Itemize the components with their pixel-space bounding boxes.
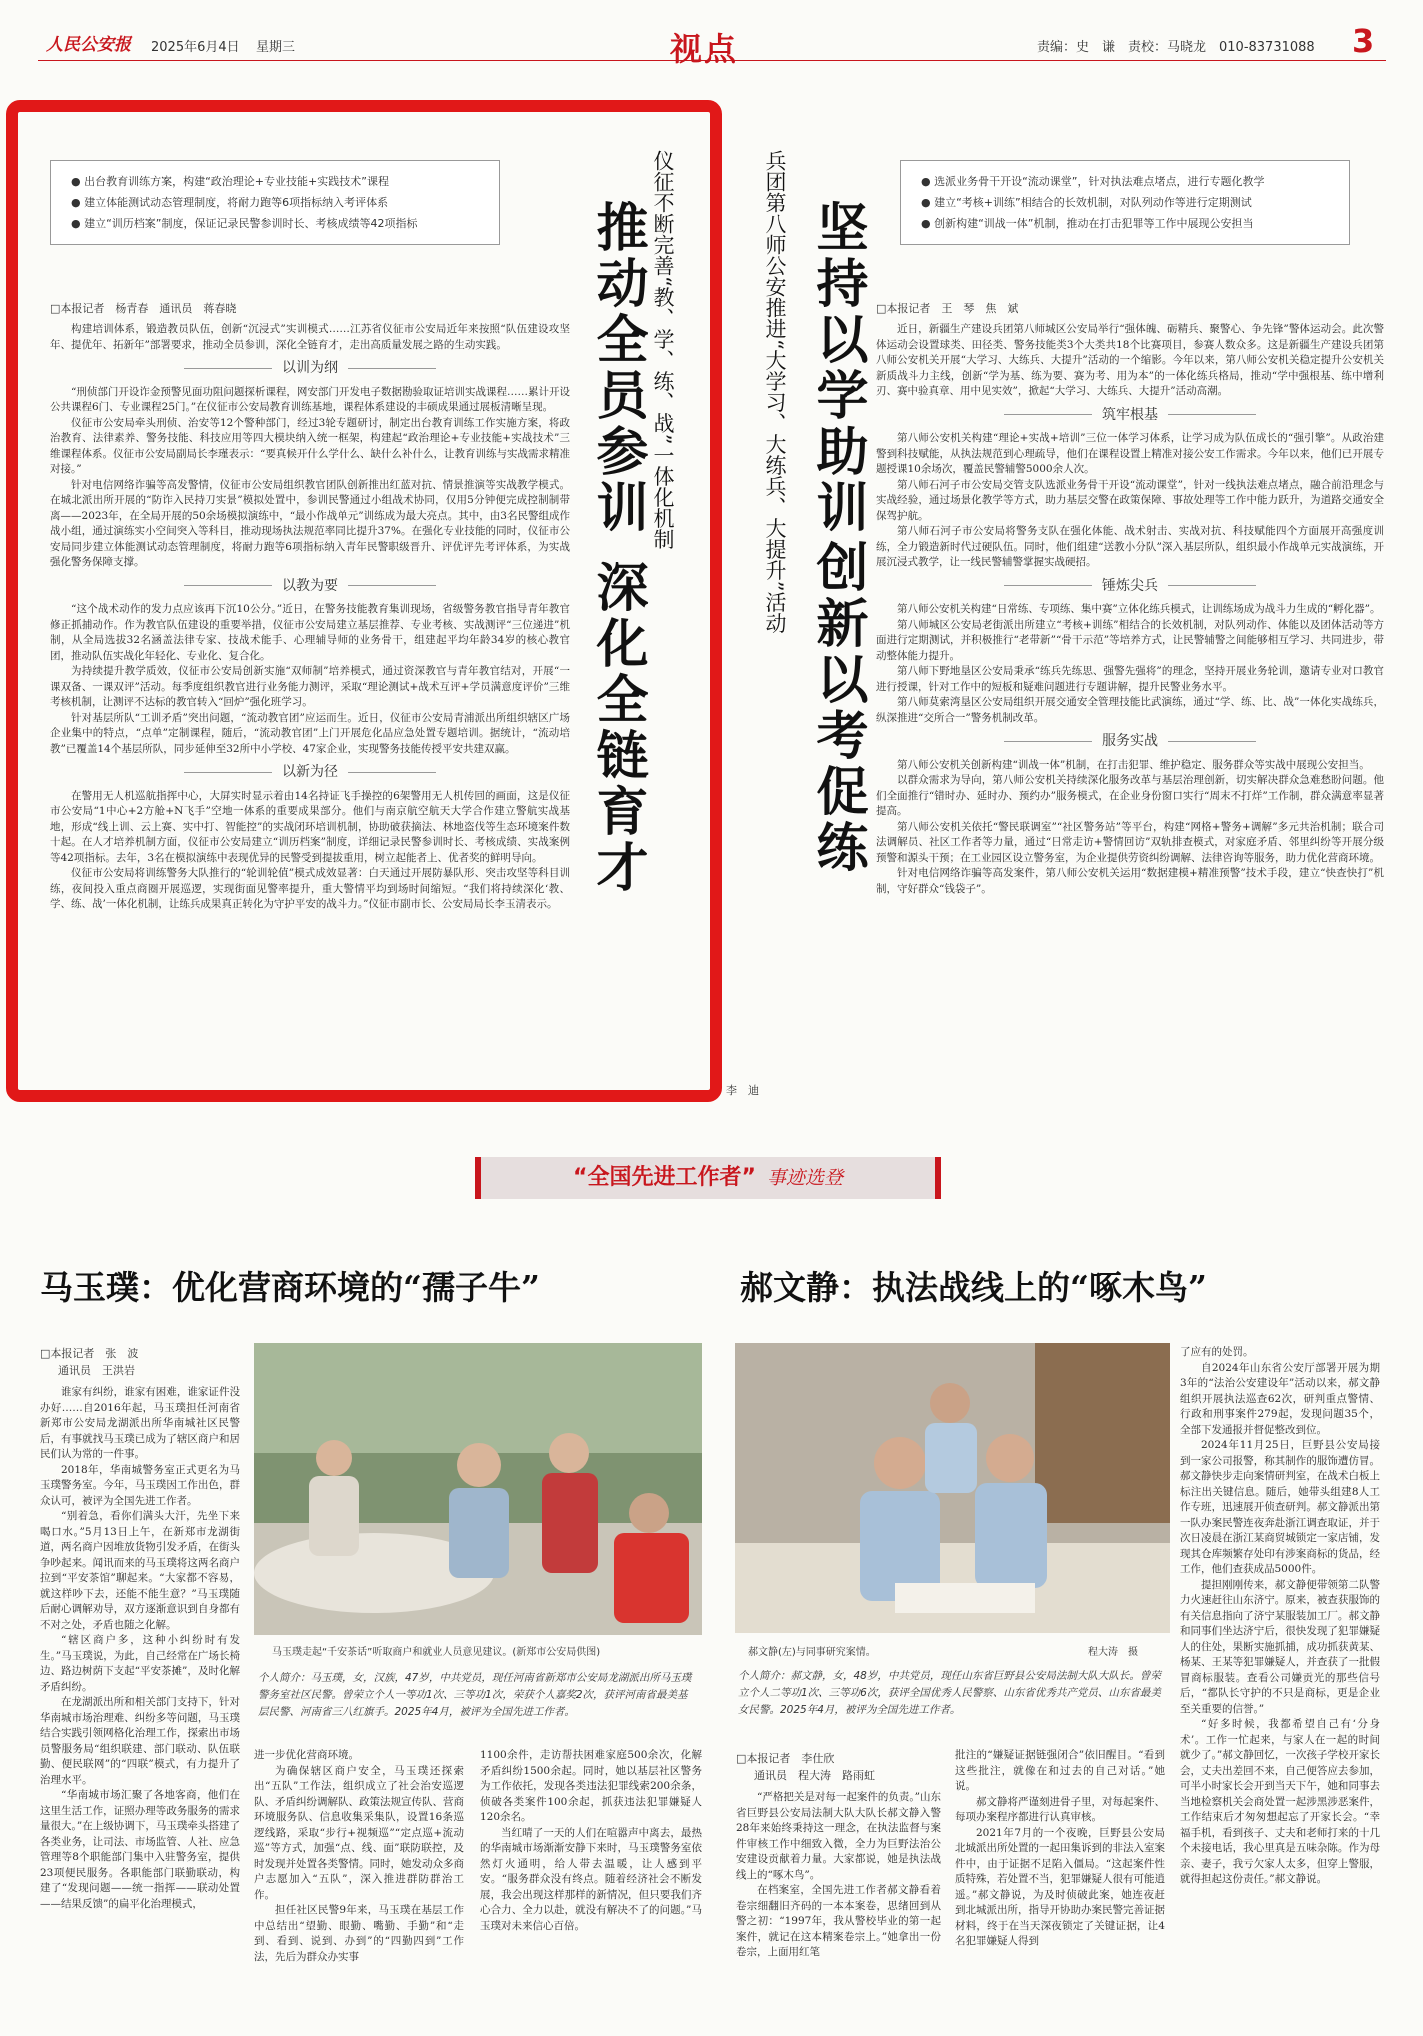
section-heading: 以训为纲 (50, 361, 570, 377)
right-feature-photo-caption: 郝文静(左)与同事研究案情。 (748, 1647, 876, 1658)
paragraph: “好多时候，我都希望自己有‘分身术’。工作一忙起来，与家人在一起的时间就少了。”郝文静回忆，一次孩子学校开家长会，丈夫出差回不来，自己便答应去参加，可半小时家长会开到当天下午，她和同事去当地检察机关会商处置一起涉黑涉恶案件，工作结束后才匆匆想起忘了开家长会。“幸福手机，看到孩子、丈夫和老师打来的十几个未接电话，我心里真是五味杂陈。作为母亲、妻子，我亏欠家人太多，但穿上警服，就得担起这份责任。”郝文静说。 (1180, 1718, 1380, 1885)
right-feature-profile: 个人简介：郝文静，女，48岁，中共党员，现任山东省巨野县公安局法制大队大队长。曾荣立个人二等功1次、三等功6次，获评全国优秀人民警察、山东省优秀共产党员、山东省最美女民警。2025年4月，被评为全国先进工作者。 (738, 1670, 1161, 1716)
paragraph: “别着急，看你们满头大汗，先坐下来喝口水。”5月13日上午，在新郑市龙湖街道，两名商户因堆放货物引发矛盾，在街头争吵起来。闻讯而来的马玉璞将这两名商户拉到“平安茶馆”聊起来。“大家都不容易，就这样吵下去，还能不能生意？”马玉璞随后耐心调解劝导，双方逐渐意识到自身都有不对之处，矛盾也随之化解。 (40, 1510, 240, 1631)
right-feature-photo-credit: 程大涛 摄 (1088, 1647, 1138, 1658)
right-feature-col1 (736, 1790, 941, 1961)
paragraph: 了应有的处罚。 (1180, 1346, 1254, 1358)
banner-title: “全国先进工作者” (572, 1165, 756, 1190)
paragraph: 第八师石河子市公安局将警务支队在强化体能、战术射击、实战对抗、科技赋能四个方面展开高强度训练，全力锻造新时代过硬队伍。同时，他们组建“送教小分队”深入基层所队，组织最小作战单元实战演练，开展沉浸式教学，让一线民警辅警掌握实战硬招。 (876, 525, 1384, 568)
paragraph: 当红晴了一天的人们在喧嚣声中离去，最热的华南城市场渐渐安静下来时，马玉璞警务室依然灯火通明，给人带去温暖，让人感到平安。“服务群众没有终点。随着经济社会不断发展，我会出现这样那样的新情况，但只要我们齐心合力、全力以赴，就没有解决不了的问题。”马玉璞对未来信心百倍。 (480, 1826, 702, 1932)
bullet-item: ● 创新构建“训战一体”机制，推动在打击犯罪等工作中展现公安担当 (921, 217, 1254, 230)
masthead-logo: 人民公安报 (46, 35, 131, 55)
bullet-text: 出台教育训练方案，构建“政治理论+专业技能+实践技术”课程 (84, 175, 389, 188)
paragraph: “刑侦部门开设诈金预警见面功阻问题探析课程，网安部门开发电子数据勘验取证培训实战课程……累计开设公共课程6门、专业课程25门。”在仪征市公安局教育训练基地，课程体系建设的丰硕成果通过展板清晰呈现。 (50, 385, 570, 413)
right-feature-byline (736, 1750, 875, 1784)
right-article-byline: □本报记者 王 琴 焦 斌 (876, 302, 1019, 315)
highlight-frame (6, 100, 722, 1102)
left-article-headline-2: 深化全链育才 (587, 560, 648, 896)
photo-image (254, 1343, 702, 1635)
paragraph: 针对电信网络诈骗等高发警情，仪征市公安局组织教官团队创新推出红蓝对抗、情景推演等实战教学模式。在城北派出所开展的“防诈入民持刀实景”模拟处置中，参训民警通过小组战术协同，仅用5分钟便完成控制制带离——2023年，在全局开展的50余场模拟演练中，“最小作战单元”训练成为最大亮点。其中，由3名民警组成作战小组，通过演练实小空间突入等科目，推动现场执法规范率同比提升37%。在强化专业技能的同时，仪征市公安局同步建立体能测试动态管理制度，将耐力跑等6项指标纳入青年民警职级晋升、评优评先考评体系，为实战强化警务保障支撑。 (50, 478, 570, 568)
paragraph: 在龙湖派出所和相关部门支持下，针对华南城市场治理难、纠纷多等问题，马玉璞结合实践引领网格化治理工作，探索出市场员警服务局“组织联建、部门联动、队伍联勤、便民联网”的“四联”模式，有力提升了治理水平。 (40, 1696, 240, 1786)
paragraph: 第八师莫索湾垦区公安局组织开展交通安全管理技能比武演练，通过“学、练、比、战”一体化实战练兵，纵深推进“交所合一”警务机制改革。 (876, 696, 1384, 724)
bullet-text: 建立“训历档案”制度，保证记录民警参训时长、考核成绩等42项指标 (84, 217, 418, 230)
paragraph: 第八师城区公安局老街派出所建立“考核+训练”相结合的长效机制，对队列动作、体能以及团体活动等方面进行定期测试，并积极推行“老带新”“骨干示范”等培养方式，让民警辅警之间能够相互学习、共同进步，带动整体能力提升。 (876, 618, 1384, 662)
paragraph: 仪征市公安局牵头刑侦、治安等12个警种部门，经过3轮专题研讨，制定出台教育训练工作实施方案，将政治教育、法律素养、警务技能、科技应用等四大模块纳入统一框架，构建起“政治理论+专业技能+实战技术”三维课程体系。仪征市公安局副局长李瑾表示：“要真候开什么学什么、缺什么补什么，让教育训练与实战需求精准对接。” (50, 416, 570, 475)
paragraph: 第八师公安机关创新构建“训战一体”机制，在打击犯罪、维护稳定、服务群众等实战中展现公安担当。 (897, 758, 1370, 771)
paragraph: 谁家有纠纷，谁家有困难，谁家证件没办好……自2016年起，马玉璞担任河南省新郑市公安局龙湖派出所华南城社区民警后，有事就找马玉璞已成为了辖区商户和居民们认为常的一件事。 (40, 1386, 240, 1460)
bullet-item: ● 建立体能测试动态管理制度，将耐力跑等6项指标纳入考评体系 (71, 196, 389, 209)
section-heading: 以新为径 (50, 765, 570, 781)
cartoon-credit: 李 迪 (726, 1084, 759, 1097)
paragraph: “严格把关是对每一起案件的负责。”山东省巨野县公安局法制大队大队长郝文静入警28年来始终秉持这一理念，在执法监督与案件审核工作中细致入微，全力为巨野法治公安建设贡献着力量。大家都说，她是执法战线上的“啄木鸟”。 (736, 1791, 941, 1881)
paragraph: 郝文静将严谨刻进骨子里，对每起案件、每项办案程序都进行认真审核。 (955, 1795, 1165, 1823)
feature-banner (475, 1157, 941, 1199)
right-feature-photo (735, 1343, 1170, 1633)
bullet-item: ● 选派业务骨干开设“流动课堂”，针对执法难点堵点，进行专题化教学 (921, 175, 1265, 188)
header-weekday: 星期三 (256, 40, 296, 55)
left-feature-headline: 马玉璞：优化营商环境的“孺子牛” (40, 1268, 540, 1307)
right-article-body (876, 322, 1384, 897)
bullet-text: 建立“考核+训练”相结合的长效机制，对队列动作等进行定期测试 (934, 196, 1252, 209)
paragraph: 第八师公安机关依托“警民联调室”“社区警务站”等平台，构建“网格+警务+调解”多元共治机制；联合司法调解员、社区工作者等力量，通过“日常走访+警情回访”双轨排查模式，对家庭矛盾、邻里纠纷等开展分级预警和源头干预；在工业园区设立警务室，为企业提供劳资纠纷调解、法律咨询等服务，助力优化营商环境。 (876, 820, 1384, 864)
byline-line: 通讯员 王洪岩 (58, 1364, 135, 1377)
section-heading: 筑牢根基 (876, 408, 1384, 424)
right-article-headline-1: 坚持以学助训 (807, 200, 868, 536)
bullet-text: 选派业务骨干开设“流动课堂”，针对执法难点堵点，进行专题化教学 (934, 175, 1265, 188)
right-article-headline-2: 创新以考促练 (807, 540, 868, 876)
left-article-byline: □本报记者 杨青春 通讯员 蒋春晓 (50, 302, 237, 315)
left-feature-byline (40, 1345, 138, 1379)
paragraph: 进一步优化营商环境。 (254, 1749, 359, 1761)
bullet-text: 建立体能测试动态管理制度，将耐力跑等6项指标纳入考评体系 (84, 196, 389, 209)
section-title: 视点 (670, 30, 739, 68)
bullet-item: ● 建立“训历档案”制度，保证记录民警参训时长、考核成绩等42项指标 (71, 217, 418, 230)
paragraph: 批注的“嫌疑证据链强闭合”依旧醒目。“看到这些批注，就像在和过去的自己对话。”她说。 (955, 1749, 1165, 1792)
left-feature-photo-caption: 马玉璞走起“千安茶话”听取商户和就业人员意见建议。(新郑市公安局供图) (272, 1647, 601, 1658)
header-editors: 责编：史 谦 责校：马晓龙 010-83731088 (1037, 40, 1315, 55)
paragraph: 仪征市公安局将训练警务大队推行的“轮训轮值”模式成效显著：白天通过开展防暴队形、突击攻坚等科目训练，夜间投入重点商圈开展巡逻，实现街面见警率提升，重大警情平均到场时间缩短。“我们将持续深化‘教、学、练、战’一体化机制，让练兵成果真正转化为守护平安的战斗力。”仪征市副市长、公安局局长李玉清表示。 (50, 867, 570, 910)
right-feature-col2 (955, 1748, 1165, 1950)
header-date: 2025年6月4日 (151, 40, 240, 55)
paragraph: 第八师下野地垦区公安局秉承“练兵先练思、强警先强将”的理念，坚持开展业务轮训，邀请专业对口教官进行授课，针对工作中的短板和疑难问题进行专题讲解，提升民警业务水平。 (876, 665, 1384, 693)
section-heading: 服务实战 (876, 734, 1384, 750)
intro-paragraph: 构建培训体系，锻造教员队伍，创新“沉浸式”实训模式……江苏省仪征市公安局近年来按照“队伍建设攻坚年、提优年、拓新年”部署要求，推动全员参训，深化全链育才，走出高质量发展之路的生动实践。 (50, 323, 570, 351)
section-heading: 锤炼尖兵 (876, 579, 1384, 595)
bullet-item: ● 建立“考核+训练”相结合的长效机制，对队列动作等进行定期测试 (921, 196, 1252, 209)
left-feature-col2 (254, 1748, 464, 1965)
paragraph: 1100余件，走访帮扶困难家庭500余次，化解矛盾纠纷1500余起。同时，她以基层社区警务为工作依托，发现各类违法犯罪线索200余条，侦破各类案件100余起，抓获违法犯罪嫌疑人120余名。 (480, 1749, 702, 1823)
left-feature-profile: 个人简介：马玉璞，女，汉族，47岁，中共党员，现任河南省新郑市公安局龙湖派出所马玉璞警务室社区民警。曾荣立个人一等功1次、三等功1次，荣获个人嘉奖2次，获评河南省最美基层民警、河南省三八红旗手。2025年4月，被评为全国先进工作者。 (258, 1672, 692, 1718)
paragraph: 在警用无人机巡航指挥中心，大屏实时显示着由14名持证飞手操控的6架警用无人机传回的画面，这是仪征市公安局“1中心+2方舱+N飞手”空地一体系的重要成果部分。他们与南京航空航天大学合作建立警航实战基地，形成“线上训、云上赛、实中打、智能控”的实战闭环培训机制，协助破获摘法、林地盗伐等生态环境案件数十起。在人才培养机制方面，仪征市公安局建立“训历档案”制度，详细记录民警参训时长、考核成绩、实战案例等42项指标。去年，3名在模拟演练中表现优异的民警受到提拔重用，树立起能者上、优者奖的鲜明导向。 (50, 789, 570, 864)
left-article-headline-1: 推动全员参训 (587, 200, 648, 536)
left-feature-col3 (480, 1748, 702, 1934)
paragraph: “这个战术动作的发力点应该再下沉10公分。”近日，在警务技能教育集训现场，省级警务教官指导青年教官修正抓捕动作。作为教官队伍建设的重要举措，仪征市公安局建立基层推荐、专业考核、实战测评“三位递进”机制，从全局选拔32名涵盖法律专家、技战术能手、心理辅导师的业务骨干，组建起平均年龄34岁的核心教官团，推动队伍实战化年轻化、专业化、复合化。 (50, 603, 570, 662)
paragraph: 担任社区民警9年来，马玉璞在基层工作中总结出“望勤、眼勤、嘴勤、手勤”和“走到、看到、说到、办到”的“四勤四到”工作法，先后为群众办实事 (254, 1904, 464, 1963)
header-rule (38, 60, 1386, 61)
right-article-kicker: 兵团第八师公安推进“大学习、大练兵、大提升”活动 (763, 150, 787, 634)
left-feature-col1 (40, 1385, 240, 1912)
paragraph: 2024年11月25日，巨野县公安局接到一家公司报警，称其制作的服饰遭仿冒。郝文静快步走向案情研判室，在战术白板上标注出关键信息。随后，她带头组建8人工作专班，迅速展开侦查研判。郝文静派出第一队办案民警连夜奔赴浙江调查取证，并于次日凌晨在浙江某商贸城锁定一家店铺，发现其仓库频繁存处印有涉案商标的货品，经工作，他们查获成品5000件。 (1180, 1439, 1380, 1575)
paragraph: 在档案室，全国先进工作者郝文静看着卷宗细翻旧齐码的一本本案卷，思绪回到从警之初：“1997年，我从警校毕业的第一起案件，就记在这本精案卷宗上。”她拿出一份卷宗，上面用红笔 (736, 1884, 941, 1958)
paragraph: 自2024年山东省公安厅部署开展为期3年的“法治公安建设年”活动以来，郝文静组织开展执法巡查62次，研判重点警情、行政和刑事案件279起，发现问题35个，全部下发通报并督促整改到位。 (1180, 1361, 1380, 1436)
paragraph: 为确保辖区商户安全，马玉璞还探索出“五队”工作法，组织成立了社会治安巡逻队、矛盾纠纷调解队、政策法规宣传队、营商环境服务队、信息收集采集队，设置16条巡逻线路，采取“步行+视频巡”“定点巡+流动巡”等方式，加强“点、线、面”联防联控，及时发现并处置各类警情。同时，她发动众多商户志愿加入“五队”，深入推进群防群治工作。 (254, 1764, 464, 1901)
right-feature-headline: 郝文静：执法战线上的“啄木鸟” (740, 1268, 1207, 1307)
paragraph: 提担刚刚传来，郝文静便带领第二队警力火速赶往山东济宁。原来，被查获服饰的有关信息指向了济宁某服装加工厂。郝文静和同事们坐达济宁后，很快发现了犯罪嫌疑人的住处，果断实施抓捕，成功抓获黄某、杨某、王某等犯罪嫌疑人，并查获了一批假冒商标服装。查看公司嫌贡光的那些信号后，“都队长守护的不只是商标，更是企业至关重要的信誉。” (1180, 1578, 1380, 1715)
page-number: 3 (1352, 22, 1375, 60)
byline-line: □本报记者 李仕欣 (736, 1752, 835, 1765)
photo-image (735, 1343, 1170, 1633)
banner-subtitle: 事迹选登 (767, 1167, 844, 1189)
right-article-bullets (900, 160, 1350, 245)
bullet-text: 创新构建“训战一体”机制，推动在打击犯罪等工作中展现公安担当 (934, 217, 1254, 230)
paragraph: 2018年，华南城警务室正式更名为马玉璞警务室。今年，马玉璞因工作出色，群众认可，被评为全国先进工作者。 (40, 1463, 240, 1507)
intro-paragraph: 近日，新疆生产建设兵团第八师城区公安局举行“强体魄、砺精兵、聚警心、争先锋”警体运动会。此次警体运动会设置球类、田径类、警务技能类3个大类共18个比赛项目，参赛人数众多。这是新疆生产建设兵团第八师公安机关开展“大学习、大练兵、大提升”活动的一个缩影。今年以来，第八师公安机关稳定提升公安机关新质战斗力主线，创新“学为基、练为要、赛为考、用为本”的一体化练兵格局，推动“学中强根基、练中增利刃、赛中验真章、用中见实效”，掀起“大学习、大练兵、大提升”活动高潮。 (876, 323, 1384, 397)
byline-line: □本报记者 张 波 (40, 1347, 139, 1360)
section-heading: 以教为要 (50, 579, 570, 595)
paragraph: 第八师公安机关构建“日常练、专项练、集中赛”立体化练兵模式，让训练场成为战斗力生成的“孵化器”。 (897, 603, 1381, 615)
right-feature-col3 (1180, 1345, 1380, 1888)
bullet-item: ● 出台教育训练方案，构建“政治理论+专业技能+实践技术”课程 (71, 175, 389, 188)
paragraph: 针对基层所队“工训矛盾”突出问题，“流动教官团”应运而生。近日，仪征市公安局青浦派出所组织辖区广场企业集中的特点，“点单”定制课程，随后，“流动教官团”上门开展危化品应急处置专题培训。据统计，“流动培教”已覆盖14个基层所队，同步延伸至32所中小学校、47家企业，实现警务技能传授平安共建双赢。 (50, 711, 570, 755)
paragraph: “华南城市场汇聚了各地客商，他们在这里生活工作，证照办理等政务服务的需求量很大。”在上级协调下，马玉璞牵头搭建了各类业务，让司法、市场监管、人社、应急管理等8个职能部门集中入驻警务室，提供23项便民服务。各职能部门联勤联动，构建了“发现问题——统一指挥——联动处置——结果反馈”的扁平化治理模式， (40, 1789, 240, 1910)
paragraph: “辖区商户多，这种小纠纷时有发生。”马玉璞说，为此，自己经常在广场长椅边、路边树荫下支起“平安茶摊”，及时化解矛盾纠纷。 (40, 1634, 240, 1693)
left-feature-photo (254, 1343, 702, 1635)
paragraph: 第八师公安机关构建“理论+实战+培训”三位一体学习体系，让学习成为队伍成长的“强引擎”。从政治建警到科技赋能，从执法规范到心理疏导，他们在课程设置上精准对接公安工作需求。今年以来，他们已开展专题授课10余场次，覆盖民警辅警5000余人次。 (876, 432, 1384, 475)
paragraph: 针对电信网络诈骗等高发案件，第八师公安机关运用“数据建模+精准预警”技术手段，建立“快查快打”机制，守好群众“钱袋子”。 (876, 867, 1384, 895)
paragraph: 为持续提升教学质效，仪征市公安局创新实施“双师制”培养模式，通过资深教官与青年教官结对，开展“一课双备、一课双评”活动。每季度组织教官进行业务能力测评，采取“理论测试+战术互评+学员满意度评价”三维考核机制，让测评不达标的教官转入“回炉”强化班学习。 (50, 665, 570, 708)
byline-line: 通讯员 程大涛 路雨虹 (754, 1769, 875, 1782)
paragraph: 第八师石河子市公安局交管支队选派业务骨干开设“流动课堂”，针对一线执法难点堵点，融合前沿理念与实战经验，通过场景化教学等方式，助力基层交警在政策保障、事故处理等工作中能力跃升，为道路交通安全保驾护航。 (876, 478, 1384, 522)
left-article-kicker: 仪征不断完善“教、学、练、战”一体化机制 (651, 150, 675, 550)
paragraph: 2021年7月的一个夜晚，巨野县公安局北城派出所处置的一起田集诉到的非法入室案件中，由于证据不足陷入僵局。“这起案件性质特殊，若处置不当，犯罪嫌疑人很有可能逍遥。”郝文静说，为及时侦破此案，她连夜赶到北城派出所，指导开协助办案民警完善证据材料，终于在当天深夜锁定了关键证据，让4名犯罪嫌疑人得到 (955, 1826, 1165, 1947)
paragraph: 以群众需求为导向，第八师公安机关持续深化服务改革与基层治理创新，切实解决群众急难愁盼问题。他们全面推行“错时办、延时办、预约办”服务模式，在企业身份窗口实行“周末不打烊”工作制，群众满意率显著提高。 (876, 774, 1384, 817)
